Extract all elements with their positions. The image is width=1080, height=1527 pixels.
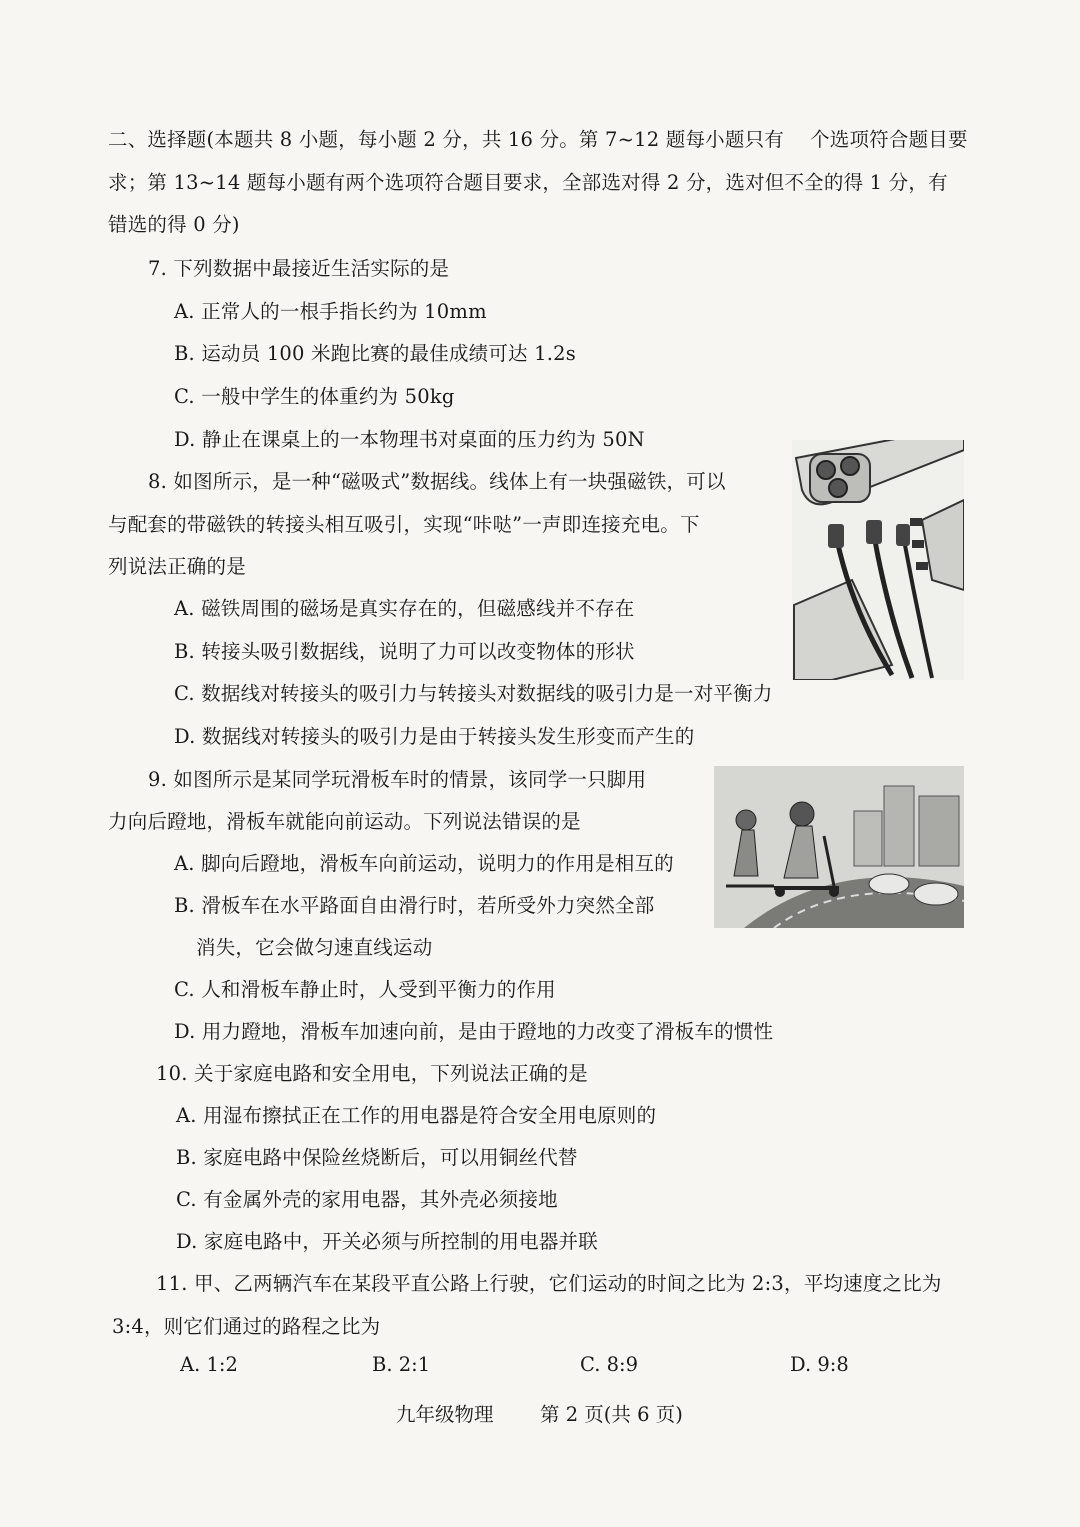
question-8-stem-line-1: 8. 如图所示，是一种“磁吸式”数据线。线体上有一块强磁铁，可以 <box>148 470 726 493</box>
question-8-stem-line-2: 与配套的带磁铁的转接头相互吸引，实现“咔哒”一声即连接充电。下 <box>108 513 700 536</box>
question-7-option-b: B. 运动员 100 米跑比赛的最佳成绩可达 1.2s <box>174 342 576 365</box>
question-7-option-c: C. 一般中学生的体重约为 50kg <box>174 385 455 408</box>
section-heading-line-3: 错选的得 0 分) <box>108 213 240 236</box>
question-8-option-d: D. 数据线对转接头的吸引力是由于转接头发生形变而产生的 <box>174 725 695 748</box>
question-9-option-d: D. 用力蹬地，滑板车加速向前，是由于蹬地的力改变了滑板车的惯性 <box>174 1020 774 1043</box>
question-10-option-c: C. 有金属外壳的家用电器，其外壳必须接地 <box>176 1188 558 1211</box>
question-7-option-a: A. 正常人的一根手指长约为 10mm <box>174 300 487 323</box>
scooter-figure <box>714 766 964 928</box>
question-9-option-b-line-2: 消失，它会做匀速直线运动 <box>196 936 433 959</box>
footer-page-number: 第 2 页(共 6 页) <box>540 1403 683 1426</box>
question-7-option-d: D. 静止在课桌上的一本物理书对桌面的压力约为 50N <box>174 428 645 451</box>
question-8-option-b: B. 转接头吸引数据线，说明了力可以改变物体的形状 <box>174 640 635 663</box>
question-11-option-b: B. 2:1 <box>372 1353 431 1376</box>
question-11-option-c: C. 8:9 <box>580 1353 639 1376</box>
question-9-option-a: A. 脚向后蹬地，滑板车向前运动，说明力的作用是相互的 <box>174 852 674 875</box>
question-11-stem-line-2: 3:4，则它们通过的路程之比为 <box>112 1315 381 1338</box>
question-11-stem-line-1: 11. 甲、乙两辆汽车在某段平直公路上行驶，它们运动的时间之比为 2:3，平均速度之比为 <box>156 1272 942 1295</box>
footer-subject: 九年级物理 <box>396 1403 494 1426</box>
question-10-option-d: D. 家庭电路中，开关必须与所控制的用电器并联 <box>176 1230 598 1253</box>
section-heading-line-1: 二、选择题(本题共 8 小题，每小题 2 分，共 16 分。第 7~12 题每小题只有 个选项符合题目要 <box>108 128 968 151</box>
question-8-option-c: C. 数据线对转接头的吸引力与转接头对数据线的吸引力是一对平衡力 <box>174 682 773 705</box>
question-11-option-d: D. 9:8 <box>790 1353 849 1376</box>
question-11-option-a: A. 1:2 <box>180 1353 238 1376</box>
question-9-option-b-line-1: B. 滑板车在水平路面自由滑行时，若所受外力突然全部 <box>174 894 655 917</box>
question-10-stem: 10. 关于家庭电路和安全用电，下列说法正确的是 <box>156 1062 589 1085</box>
question-7-stem: 7. 下列数据中最接近生活实际的是 <box>148 257 450 280</box>
section-heading-line-2: 求；第 13~14 题每小题有两个选项符合题目要求，全部选对得 2 分，选对但不全的得 1 分，有 <box>108 171 948 194</box>
question-10-option-a: A. 用湿布擦拭正在工作的用电器是符合安全用电原则的 <box>176 1104 657 1127</box>
question-8-option-a: A. 磁铁周围的磁场是真实存在的，但磁感线并不存在 <box>174 597 635 620</box>
magnetic-cable-figure <box>792 440 964 680</box>
question-9-stem-line-1: 9. 如图所示是某同学玩滑板车时的情景，该同学一只脚用 <box>148 768 647 791</box>
question-10-option-b: B. 家庭电路中保险丝烧断后，可以用铜丝代替 <box>176 1146 578 1169</box>
question-9-option-c: C. 人和滑板车静止时，人受到平衡力的作用 <box>174 978 556 1001</box>
question-9-stem-line-2: 力向后蹬地，滑板车就能向前运动。下列说法错误的是 <box>108 810 581 833</box>
question-8-stem-line-3: 列说法正确的是 <box>108 555 246 578</box>
